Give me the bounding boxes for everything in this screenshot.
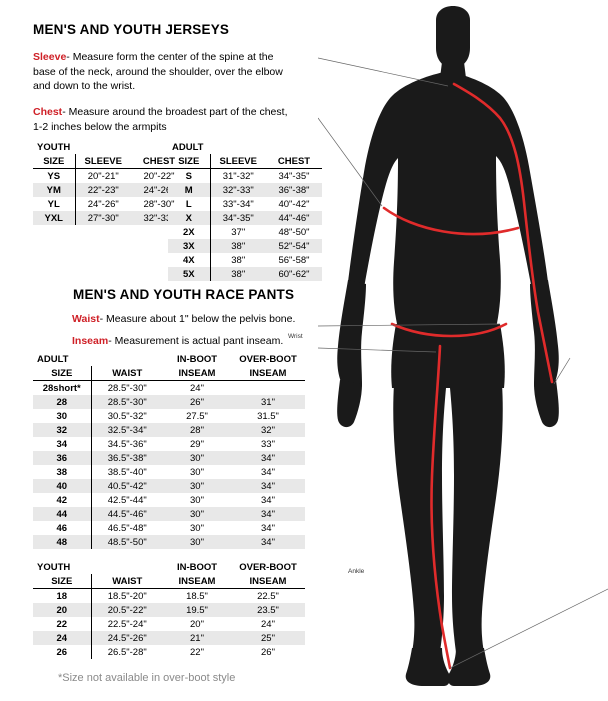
column-header: SIZE xyxy=(33,574,91,589)
table-cell: 36.5"-38" xyxy=(107,452,147,464)
table-cell: 3X xyxy=(168,239,210,253)
column-header: WAIST xyxy=(91,366,163,381)
table-cell: 26 xyxy=(33,645,91,659)
table-cell: 40.5"-42" xyxy=(107,480,147,492)
sleeve-instruction xyxy=(33,50,293,94)
column-header: INSEAM xyxy=(163,366,231,381)
table-cell: 24.5"-26" xyxy=(107,632,147,644)
table-cell: 34" xyxy=(261,466,275,478)
table-cell: 33" xyxy=(261,438,275,450)
column-header: CHEST xyxy=(266,154,322,169)
table-cell: 32" xyxy=(261,424,275,436)
table-cell: 34" xyxy=(261,522,275,534)
youth-pants-size-table xyxy=(33,560,305,659)
table-row xyxy=(168,225,322,239)
chest-label: Chest xyxy=(33,106,63,118)
table-row xyxy=(33,409,305,423)
table-group-row xyxy=(33,560,305,574)
table-cell: 26" xyxy=(190,396,204,408)
table-cell: 20.5"-22" xyxy=(107,604,147,616)
table-row xyxy=(33,603,305,617)
table-cell: 20"-21" xyxy=(87,170,119,182)
table-cell: 20 xyxy=(33,603,91,617)
table-cell: 44"-46" xyxy=(278,212,310,224)
table-cell: 20"-22" xyxy=(143,170,175,182)
table-cell: 28 xyxy=(33,395,91,409)
table-cell: 38" xyxy=(231,268,246,280)
wrist-callout-label: Wrist xyxy=(288,333,303,340)
table-row xyxy=(33,197,187,211)
table-cell: 48"-50" xyxy=(278,226,310,238)
inseam-instruction xyxy=(72,334,322,349)
table-cell: 24" xyxy=(190,382,204,394)
table-row xyxy=(33,507,305,521)
adult-pants-size-table xyxy=(33,352,305,549)
pants-section-title: MEN'S AND YOUTH RACE PANTS xyxy=(73,287,295,302)
table-cell: 31.5" xyxy=(257,410,279,422)
table-cell: 29" xyxy=(190,438,204,450)
chest-text: - Measure around the broadest part of the chest, 1-2 inches below the armpits xyxy=(33,106,288,133)
table-cell: 26.5"-28" xyxy=(107,646,147,658)
table-cell: YL xyxy=(33,197,75,211)
column-header: CHEST xyxy=(131,154,187,169)
table-cell: 22"-23" xyxy=(87,184,119,196)
column-header: SIZE xyxy=(33,366,91,381)
table-row xyxy=(33,631,305,645)
table-row xyxy=(33,437,305,451)
table-cell: 42.5"-44" xyxy=(107,494,147,506)
table-row xyxy=(33,589,305,604)
table-row xyxy=(33,169,187,184)
table-group-row xyxy=(168,140,322,154)
chest-measure-line xyxy=(384,208,518,234)
table-cell: 34" xyxy=(261,536,275,548)
table-header-row xyxy=(33,574,305,589)
table-cell: 22.5" xyxy=(257,590,279,602)
table-row xyxy=(33,465,305,479)
table-cell: 2X xyxy=(168,225,210,239)
table-cell: 31" xyxy=(261,396,275,408)
leader-lines xyxy=(318,58,608,668)
jerseys-section-title: MEN'S AND YOUTH JERSEYS xyxy=(33,22,230,37)
table-cell: 24"-26" xyxy=(87,198,119,210)
table-cell: 38 xyxy=(33,465,91,479)
table-cell: M xyxy=(168,183,210,197)
table-group-label: ADULT xyxy=(37,353,69,365)
table-row xyxy=(168,253,322,267)
table-header-row xyxy=(33,366,305,381)
table-cell: 30.5"-32" xyxy=(107,410,147,422)
waist-instruction xyxy=(72,312,322,327)
table-cell: 48.5"-50" xyxy=(107,536,147,548)
column-header: SIZE xyxy=(168,154,210,169)
table-cell: 36"-38" xyxy=(278,184,310,196)
table-cell: 18 xyxy=(33,589,91,604)
table-row xyxy=(168,211,322,225)
table-cell: 24" xyxy=(261,618,275,630)
column-header: SLEEVE xyxy=(75,154,131,169)
table-row xyxy=(168,183,322,197)
table-cell: 34" xyxy=(261,480,275,492)
table-cell: 28short* xyxy=(33,381,91,396)
table-cell: 32 xyxy=(33,423,91,437)
table-row xyxy=(33,381,305,396)
table-cell: S xyxy=(168,169,210,184)
table-cell: 40 xyxy=(33,479,91,493)
column-header-top: OVER-BOOT xyxy=(239,353,297,365)
table-group-label: ADULT xyxy=(172,141,204,153)
table-cell: 37" xyxy=(231,226,246,238)
footnote-text: *Size not available in over-boot style xyxy=(58,672,236,684)
waist-measure-line xyxy=(392,324,506,336)
table-cell: 28.5"-30" xyxy=(107,396,147,408)
table-cell: 32.5"-34" xyxy=(107,424,147,436)
table-cell: 22 xyxy=(33,617,91,631)
adult-jersey-size-table xyxy=(168,140,322,281)
table-cell: 22.5"-24" xyxy=(107,618,147,630)
table-row xyxy=(33,395,305,409)
waist-label: Waist xyxy=(72,313,100,325)
table-cell: 28"-30" xyxy=(143,198,175,210)
youth-jersey-size-table xyxy=(33,140,187,225)
table-row xyxy=(33,617,305,631)
ankle-callout-label: Ankle xyxy=(348,568,365,575)
adult-pants-table-body xyxy=(33,352,305,549)
table-cell: 20" xyxy=(190,618,204,630)
column-header: WAIST xyxy=(91,574,163,589)
sleeve-text: - Measure form the center of the spine at the base of the neck, around the shoulder, over the elbow and down to the wrist. xyxy=(33,51,283,92)
table-cell: 27"-30" xyxy=(87,212,119,224)
chest-instruction xyxy=(33,105,293,134)
table-cell: 27.5" xyxy=(186,410,208,422)
table-cell: 56"-58" xyxy=(278,254,310,266)
measurement-lines xyxy=(384,84,552,668)
table-cell: 44 xyxy=(33,507,91,521)
table-cell: 30" xyxy=(190,452,204,464)
table-cell: 24"-26" xyxy=(143,184,175,196)
column-header-top: IN-BOOT xyxy=(176,561,218,573)
table-row xyxy=(33,451,305,465)
table-cell xyxy=(231,381,305,396)
table-cell: 21" xyxy=(190,632,204,644)
table-cell: 34" xyxy=(261,494,275,506)
table-cell: 52"-54" xyxy=(278,240,310,252)
youth-jersey-table-body xyxy=(33,140,187,225)
table-cell: 40"-42" xyxy=(278,198,310,210)
table-cell: YM xyxy=(33,183,75,197)
table-row xyxy=(168,169,322,184)
table-row xyxy=(33,183,187,197)
table-row xyxy=(33,521,305,535)
table-row xyxy=(168,239,322,253)
table-cell: 38" xyxy=(231,240,246,252)
table-row xyxy=(33,423,305,437)
table-cell: 33"-34" xyxy=(222,198,254,210)
youth-pants-table-body xyxy=(33,560,305,659)
table-header-row xyxy=(33,154,187,169)
table-cell: 46 xyxy=(33,521,91,535)
table-cell: 5X xyxy=(168,267,210,281)
column-header-top: OVER-BOOT xyxy=(239,561,297,573)
table-cell: 60"-62" xyxy=(278,268,310,280)
column-header-top: IN-BOOT xyxy=(176,353,218,365)
column-header: SLEEVE xyxy=(210,154,266,169)
column-header: INSEAM xyxy=(163,574,231,589)
column-header: SIZE xyxy=(33,154,75,169)
waist-text: - Measure about 1" below the pelvis bone. xyxy=(99,313,296,325)
table-group-label: YOUTH xyxy=(37,561,71,573)
table-cell: 34"-35" xyxy=(222,212,254,224)
table-cell: 36 xyxy=(33,451,91,465)
table-cell: 44.5"-46" xyxy=(107,508,147,520)
table-cell: 23.5" xyxy=(257,604,279,616)
sleeve-label: Sleeve xyxy=(33,51,67,63)
table-cell: 30" xyxy=(190,466,204,478)
table-row xyxy=(33,211,187,225)
table-cell: 38.5"-40" xyxy=(107,466,147,478)
table-row xyxy=(168,197,322,211)
table-cell: 46.5"-48" xyxy=(107,522,147,534)
table-cell: 34" xyxy=(261,452,275,464)
table-row xyxy=(168,267,322,281)
table-cell: 30" xyxy=(190,508,204,520)
table-cell: 34.5"-36" xyxy=(107,438,147,450)
body-figure-illustration xyxy=(318,6,608,691)
table-cell: YXL xyxy=(33,211,75,225)
adult-jersey-table-body xyxy=(168,140,322,281)
table-cell: 34 xyxy=(33,437,91,451)
table-cell: 18.5"-20" xyxy=(107,590,147,602)
inseam-measure-line xyxy=(431,346,450,668)
table-cell: 28.5"-30" xyxy=(107,382,147,394)
table-cell: 32"-33" xyxy=(222,184,254,196)
table-cell: 25" xyxy=(261,632,275,644)
table-cell: 28" xyxy=(190,424,204,436)
table-cell: 31"-32" xyxy=(222,170,254,182)
table-cell: 19.5" xyxy=(186,604,208,616)
table-cell: 42 xyxy=(33,493,91,507)
sleeve-measure-line xyxy=(454,84,552,382)
table-cell: YS xyxy=(33,169,75,184)
table-cell: 4X xyxy=(168,253,210,267)
table-group-label: YOUTH xyxy=(37,141,71,153)
table-cell: 26" xyxy=(261,646,275,658)
table-cell: 30" xyxy=(190,480,204,492)
table-cell: 30" xyxy=(190,522,204,534)
column-header: INSEAM xyxy=(231,366,305,381)
inseam-text: - Measurement is actual pant inseam. xyxy=(108,335,284,347)
table-row xyxy=(33,479,305,493)
body-silhouette xyxy=(337,6,559,686)
table-cell: X xyxy=(168,211,210,225)
inseam-label: Inseam xyxy=(72,335,109,347)
table-row xyxy=(33,493,305,507)
table-header-row xyxy=(168,154,322,169)
table-row xyxy=(33,645,305,659)
table-cell: 24 xyxy=(33,631,91,645)
table-cell: 30 xyxy=(33,409,91,423)
table-group-row xyxy=(33,140,187,154)
table-cell: 38" xyxy=(231,254,246,266)
table-cell: 34"-35" xyxy=(278,170,310,182)
table-cell: 22" xyxy=(190,646,204,658)
table-cell: L xyxy=(168,197,210,211)
table-cell: 48 xyxy=(33,535,91,549)
table-cell: 30" xyxy=(190,536,204,548)
table-cell: 32"-33" xyxy=(143,212,175,224)
table-group-row xyxy=(33,352,305,366)
table-cell: 34" xyxy=(261,508,275,520)
column-header: INSEAM xyxy=(231,574,305,589)
table-cell: 30" xyxy=(190,494,204,506)
table-cell: 18.5" xyxy=(186,590,208,602)
table-row xyxy=(33,535,305,549)
